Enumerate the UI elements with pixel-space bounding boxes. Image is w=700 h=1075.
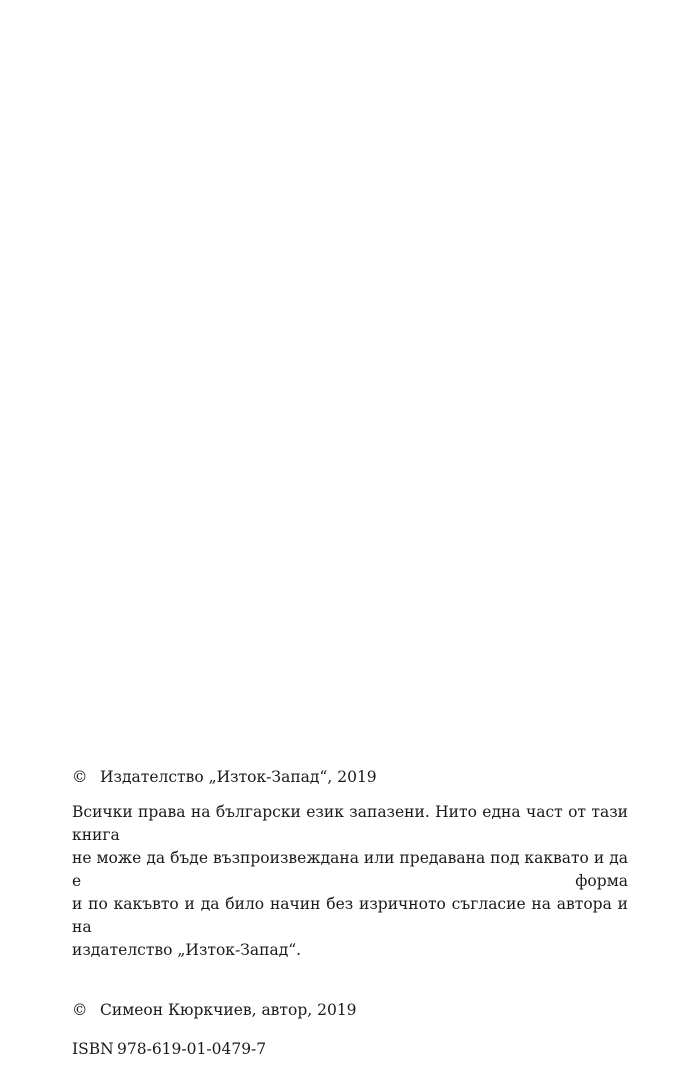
publisher-copyright-text: Издателство „Изток-Запад“, 2019 (100, 768, 377, 786)
isbn-label: ISBN (72, 1040, 114, 1058)
imprint-block (72, 766, 628, 1061)
isbn-line (72, 1038, 628, 1061)
rights-paragraph (72, 801, 628, 962)
author-copyright-text: Симеон Кюркчиев, автор, 2019 (100, 1001, 357, 1019)
copyright-symbol: © (72, 768, 88, 786)
copyright-symbol: © (72, 1001, 88, 1019)
isbn-value: 978-619-01-0479-7 (117, 1040, 267, 1058)
publisher-copyright-line (72, 766, 628, 789)
rights-line: не може да бъде възпроизвеждана или предавана под каквато и да е форма (72, 849, 628, 890)
rights-line: издателство „Изток-Запад“. (72, 941, 302, 959)
author-copyright-line (72, 999, 628, 1022)
rights-line: и по какъвто и да било начин без изричното съгласие на автора и на (72, 895, 628, 936)
rights-line: Всички права на български език запазени. Нито една част от тази книга (72, 803, 628, 844)
